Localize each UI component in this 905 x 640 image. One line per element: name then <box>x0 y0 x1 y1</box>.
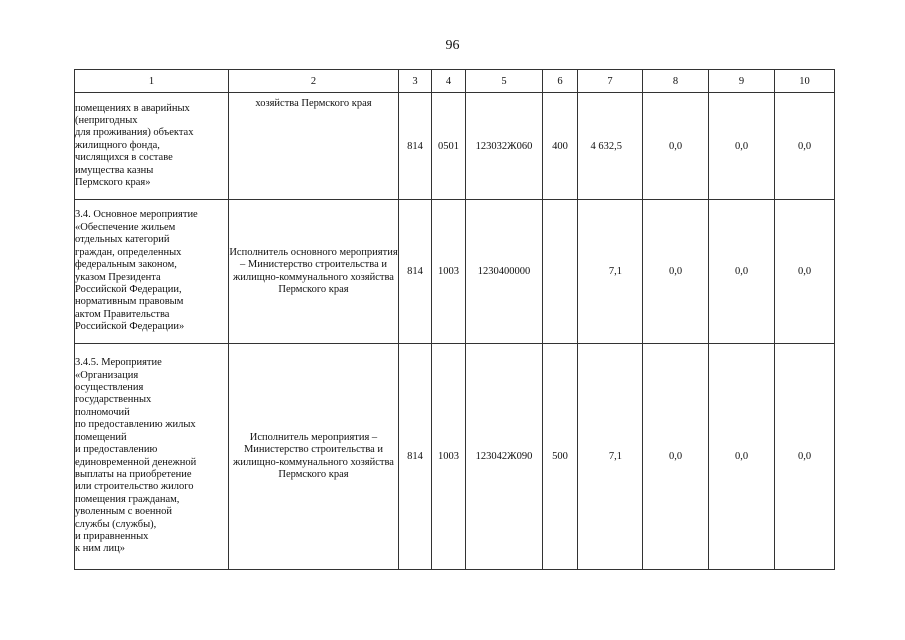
table-row <box>75 93 835 200</box>
column-header: 9 <box>709 70 775 93</box>
activity-name-line: к ним лиц» <box>75 543 125 555</box>
grbs-code: 814 <box>399 344 432 570</box>
activity-name-line: (непригодных <box>75 114 138 126</box>
header-row <box>75 70 835 93</box>
target-code: 1230400000 <box>466 200 543 344</box>
budget-table <box>74 69 835 570</box>
executor-cell: Исполнитель мероприятия – Министерство строительства и жилищно-коммунального хозяйства Пермского края <box>229 344 399 570</box>
column-header: 5 <box>466 70 543 93</box>
activity-name-line: «Обеспечение жильем <box>75 221 176 233</box>
activity-name-line: числящихся в составе <box>75 152 173 164</box>
activity-name-cell <box>75 93 229 200</box>
expense-type-code: 500 <box>543 344 578 570</box>
column-header: 2 <box>229 70 399 93</box>
activity-name-line: для проживания) объектах <box>75 127 194 139</box>
activity-name-line: единовременной денежной <box>75 456 197 468</box>
column-header: 10 <box>775 70 835 93</box>
activity-name-line: Российской Федерации» <box>75 321 185 333</box>
year-value: 0,0 <box>775 200 835 344</box>
activity-name-line: Российской Федерации, <box>75 283 182 295</box>
column-header: 7 <box>578 70 643 93</box>
activity-name-line: помещения гражданам, <box>75 493 180 505</box>
column-header: 6 <box>543 70 578 93</box>
column-header: 8 <box>643 70 709 93</box>
amount-value: 7,1 <box>578 200 643 344</box>
activity-name-line: федеральным законом, <box>75 259 177 271</box>
table-row <box>75 344 835 570</box>
activity-name-line: помещений <box>75 431 127 443</box>
column-header: 1 <box>75 70 229 93</box>
section-code: 1003 <box>432 344 466 570</box>
activity-name-line: отдельных категорий <box>75 234 170 246</box>
activity-name-line: помещениях в аварийных <box>75 102 190 114</box>
target-code: 123032Ж060 <box>466 93 543 200</box>
activity-name-line: актом Правительства <box>75 308 170 320</box>
activity-name-line: «Организация <box>75 369 139 381</box>
activity-name-line: государственных <box>75 394 152 406</box>
activity-name-line: выплаты на приобретение <box>75 468 192 480</box>
year-value: 0,0 <box>709 344 775 570</box>
expense-type-code <box>543 200 578 344</box>
activity-name-line: или строительство жилого <box>75 481 194 493</box>
year-value: 0,0 <box>775 93 835 200</box>
activity-name-line: и приравненных <box>75 530 149 542</box>
activity-name-line: Пермского края» <box>75 177 151 189</box>
activity-name-line: нормативным правовым <box>75 296 184 308</box>
activity-name-cell <box>75 344 229 570</box>
expense-type-code: 400 <box>543 93 578 200</box>
year-value: 0,0 <box>643 344 709 570</box>
target-code: 123042Ж090 <box>466 344 543 570</box>
year-value: 0,0 <box>709 93 775 200</box>
column-header: 4 <box>432 70 466 93</box>
column-header: 3 <box>399 70 432 93</box>
executor-cell: Исполнитель основного мероприятия – Министерство строительства и жилищно-коммунального хозяйства Пермского края <box>229 200 399 344</box>
year-value: 0,0 <box>709 200 775 344</box>
year-value: 0,0 <box>775 344 835 570</box>
activity-name-line: осуществления <box>75 382 144 394</box>
activity-name-line: службы (службы), <box>75 518 157 530</box>
table-row <box>75 200 835 344</box>
activity-name-line: 3.4. Основное мероприятие <box>75 209 198 221</box>
page-number: 96 <box>445 38 460 53</box>
activity-name-line: имущества казны <box>75 164 154 176</box>
activity-name-line: по предоставлению жилых <box>75 419 196 431</box>
activity-name-line: жилищного фонда, <box>75 139 160 151</box>
activity-name-line: полномочий <box>75 406 130 418</box>
activity-name-line: указом Президента <box>75 271 161 283</box>
activity-name-line: и предоставлению <box>75 444 158 456</box>
grbs-code: 814 <box>399 200 432 344</box>
executor-cell: хозяйства Пермского края <box>229 93 399 200</box>
activity-name-cell <box>75 200 229 344</box>
amount-value: 7,1 <box>578 344 643 570</box>
activity-name-line: уволенным с военной <box>75 506 173 518</box>
amount-value: 4 632,5 <box>578 93 643 200</box>
year-value: 0,0 <box>643 93 709 200</box>
activity-name-line: 3.4.5. Мероприятие <box>75 357 162 369</box>
section-code: 1003 <box>432 200 466 344</box>
grbs-code: 814 <box>399 93 432 200</box>
section-code: 0501 <box>432 93 466 200</box>
activity-name-line: граждан, определенных <box>75 246 182 258</box>
year-value: 0,0 <box>643 200 709 344</box>
